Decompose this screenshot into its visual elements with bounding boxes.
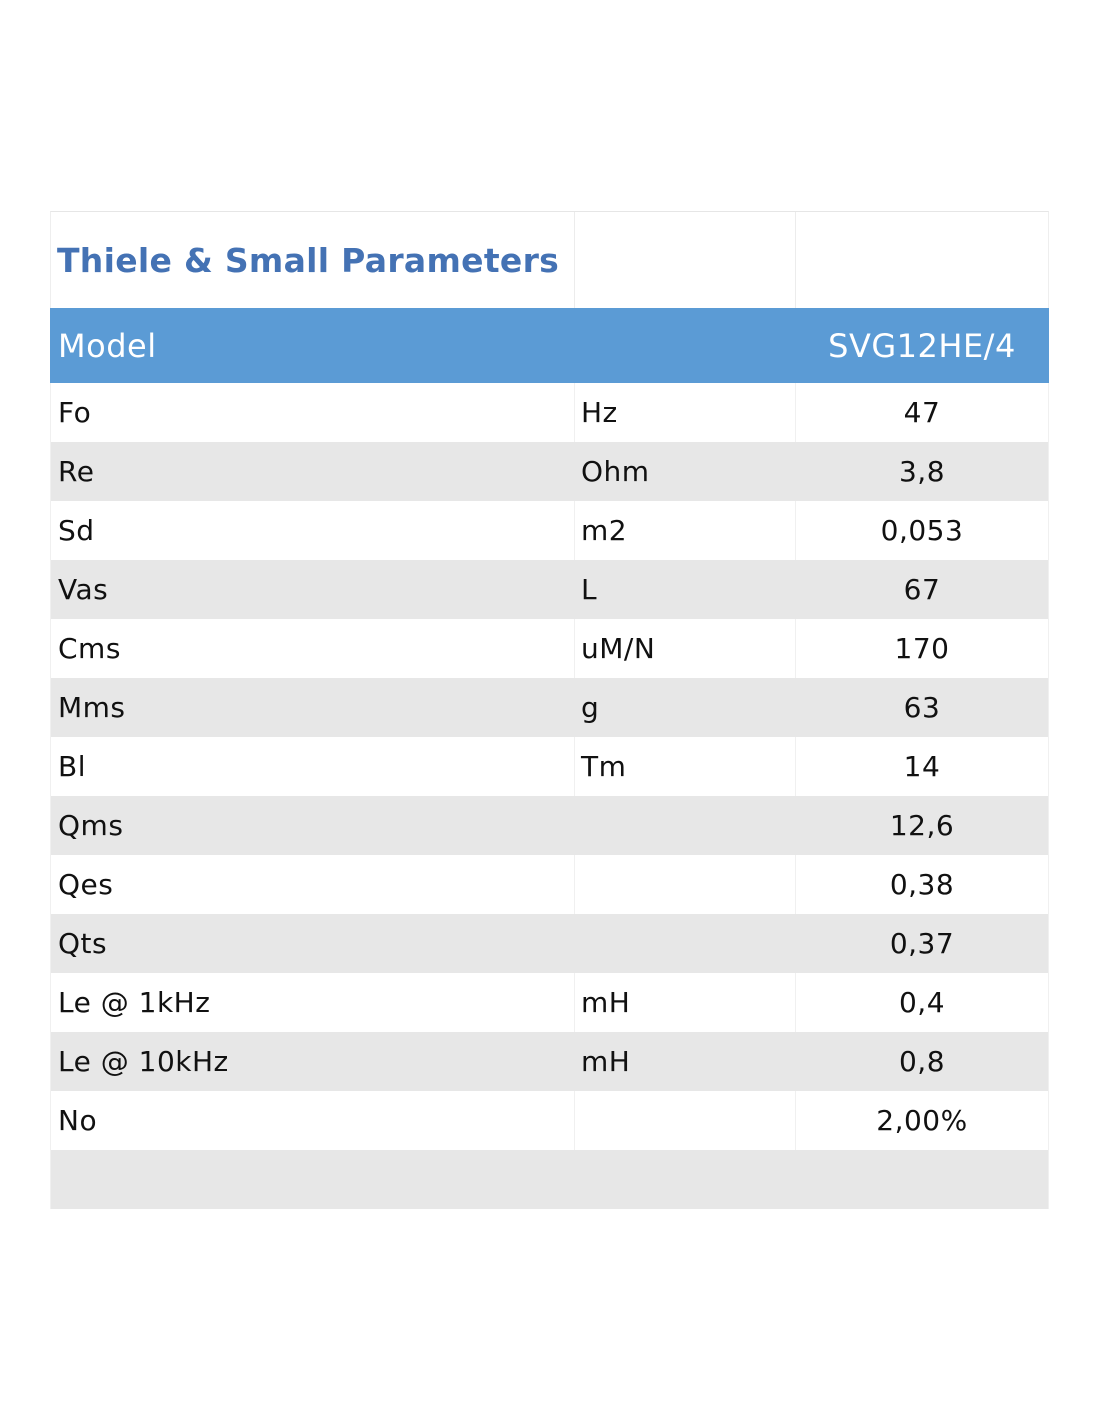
param-name: No bbox=[51, 1091, 575, 1150]
table-row bbox=[51, 914, 1048, 973]
table-row bbox=[51, 1091, 1048, 1150]
param-unit: Hz bbox=[575, 383, 796, 442]
header-model-label: Model bbox=[58, 326, 157, 365]
header-row bbox=[50, 308, 1049, 383]
table-row bbox=[51, 442, 1048, 501]
param-value: 47 bbox=[903, 396, 941, 429]
table-row bbox=[51, 560, 1048, 619]
param-value: 63 bbox=[903, 691, 941, 724]
param-value: 2,00% bbox=[876, 1104, 968, 1137]
param-value: 3,8 bbox=[898, 455, 946, 488]
param-value: 170 bbox=[894, 632, 950, 665]
param-value: 0,38 bbox=[889, 868, 955, 901]
title-row bbox=[50, 211, 1049, 308]
param-name: Le @ 10kHz bbox=[58, 1045, 229, 1078]
title-empty-cell bbox=[575, 212, 796, 308]
title-cell bbox=[51, 212, 575, 308]
table-row bbox=[51, 1032, 1048, 1091]
table-row bbox=[51, 855, 1048, 914]
thiele-small-table bbox=[50, 211, 1049, 1209]
param-name: Le @ 1kHz bbox=[51, 973, 575, 1032]
param-unit bbox=[575, 796, 796, 855]
param-unit: Ohm bbox=[581, 455, 650, 488]
param-name: Qts bbox=[58, 927, 108, 960]
param-unit bbox=[575, 855, 796, 914]
table-row bbox=[51, 973, 1048, 1032]
param-value: 0,053 bbox=[880, 514, 964, 547]
param-unit: L bbox=[581, 573, 598, 606]
param-value: 0,37 bbox=[889, 927, 955, 960]
param-name: Fo bbox=[51, 383, 575, 442]
param-name: Mms bbox=[58, 691, 126, 724]
param-value: 12,6 bbox=[889, 809, 955, 842]
table-row bbox=[51, 619, 1048, 678]
param-value: 67 bbox=[903, 573, 941, 606]
table-row bbox=[51, 383, 1048, 442]
param-value bbox=[796, 1150, 1048, 1209]
param-name: Qms bbox=[58, 809, 124, 842]
param-unit: mH bbox=[575, 973, 796, 1032]
param-name: Vas bbox=[58, 573, 109, 606]
param-name: Bl bbox=[51, 737, 575, 796]
param-unit bbox=[575, 914, 796, 973]
table-row bbox=[51, 737, 1048, 796]
table-title: Thiele & Small Parameters bbox=[57, 240, 560, 280]
header-model-value: SVG12HE/4 bbox=[828, 326, 1016, 365]
table-body bbox=[50, 383, 1049, 1209]
param-unit bbox=[575, 1150, 796, 1209]
param-name bbox=[51, 1150, 575, 1209]
param-unit: mH bbox=[581, 1045, 631, 1078]
param-unit: Tm bbox=[575, 737, 796, 796]
table-row-empty bbox=[51, 1150, 1048, 1209]
table-row bbox=[51, 678, 1048, 737]
param-name: Cms bbox=[51, 619, 575, 678]
param-unit: m2 bbox=[575, 501, 796, 560]
param-value: 0,8 bbox=[898, 1045, 946, 1078]
param-value: 14 bbox=[903, 750, 941, 783]
param-name: Re bbox=[58, 455, 95, 488]
param-name: Sd bbox=[51, 501, 575, 560]
table-row bbox=[51, 796, 1048, 855]
title-empty-cell bbox=[796, 212, 1048, 308]
param-name: Qes bbox=[51, 855, 575, 914]
table-row bbox=[51, 501, 1048, 560]
param-unit bbox=[575, 1091, 796, 1150]
param-unit: uM/N bbox=[575, 619, 796, 678]
param-value: 0,4 bbox=[898, 986, 946, 1019]
param-unit: g bbox=[581, 691, 600, 724]
